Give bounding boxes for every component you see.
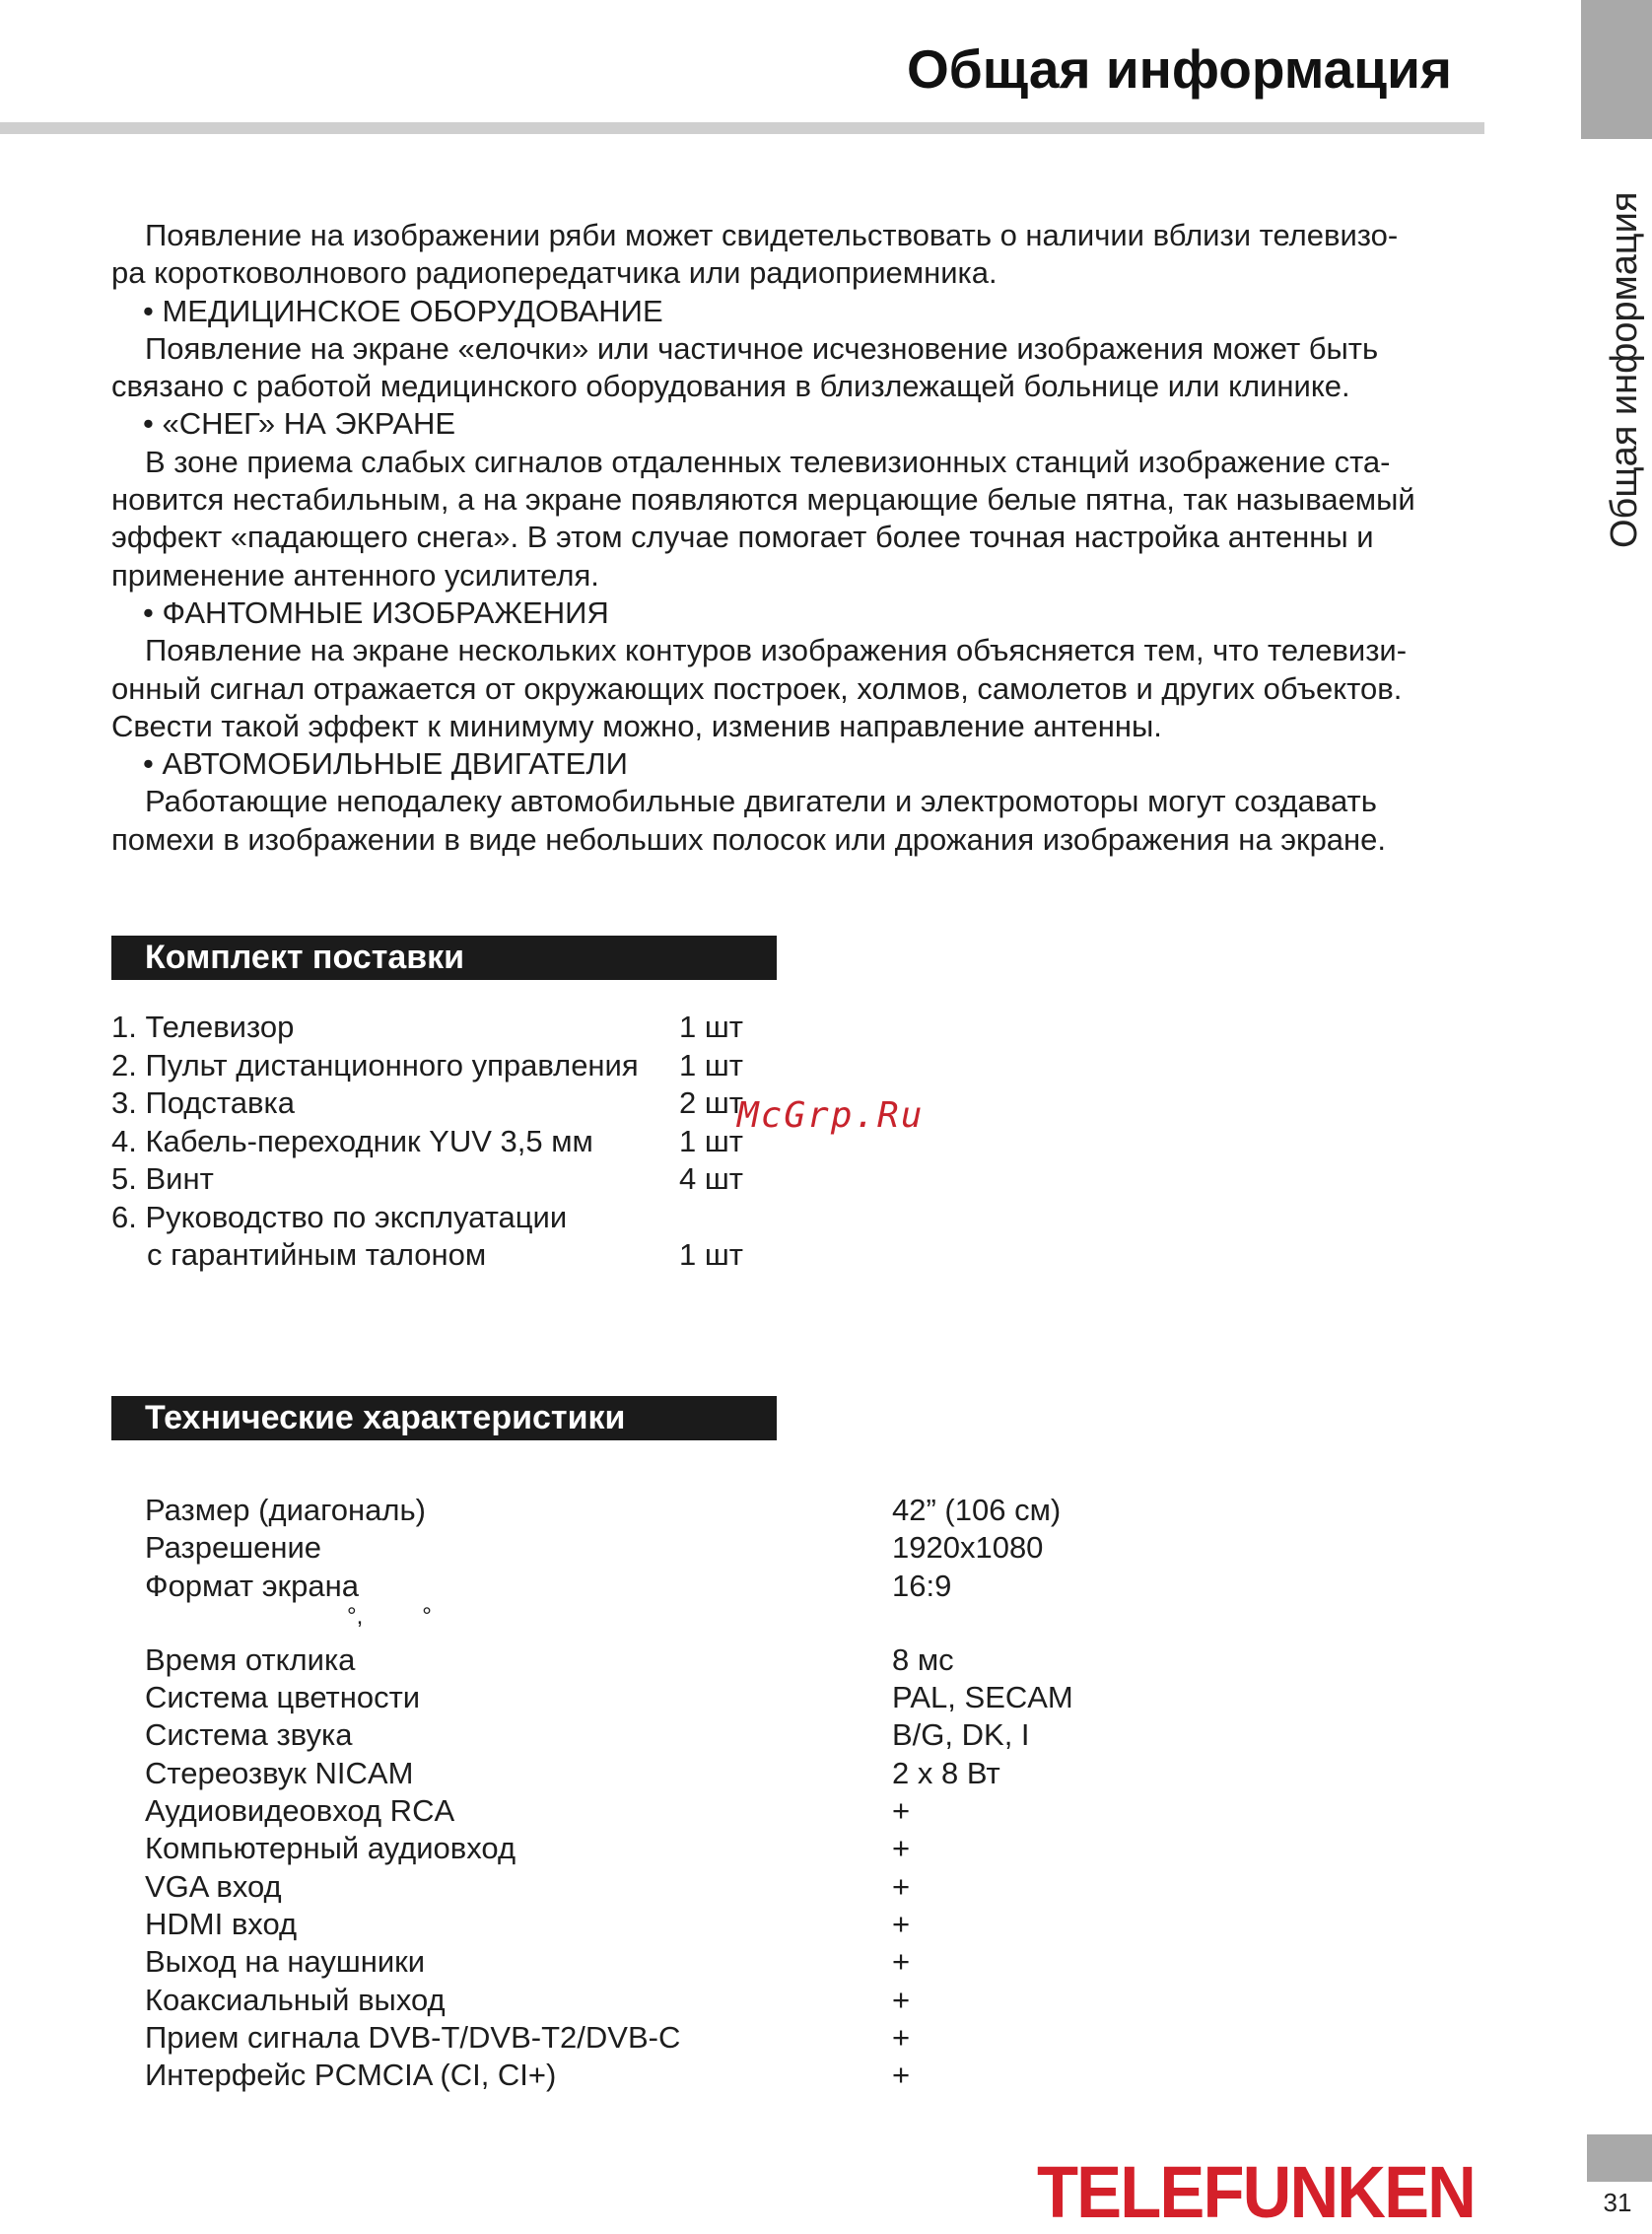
kit-item-name: 5. Винт [111, 1161, 214, 1196]
spec-value: 8 мс [892, 1641, 954, 1677]
spec-name: Размер (диагональ) [145, 1493, 426, 1527]
page-number: 31 [1603, 2188, 1632, 2217]
spec-value: 16:9 [892, 1568, 952, 1603]
kit-item-qty: 4 шт [679, 1161, 743, 1196]
paragraph-line: помехи в изображении в виде небольших полосок или дрожания изображения на экране. [111, 821, 1387, 857]
kit-item-name: 1. Телевизор [111, 1010, 295, 1044]
paragraph-line: применение антенного усилителя. [111, 557, 599, 593]
kit-list [111, 1009, 801, 1275]
paragraph-line: онный сигнал отражается от окружающих построек, холмов, самолетов и других объектов. [111, 670, 1403, 706]
kit-item-qty: 1 шт [679, 1123, 743, 1158]
kit-item-qty: 1 шт [679, 1010, 743, 1044]
spec-name: Прием сигнала DVB-T/DVB-T2/DVB-C [145, 2019, 681, 2055]
header-rule [0, 122, 1484, 134]
spec-row [145, 1529, 1131, 1567]
side-tab-marker [1581, 0, 1652, 139]
spec-name: Компьютерный аудиовход [145, 1831, 516, 1866]
spec-value: PAL, SECAM [892, 1680, 1073, 1715]
spec-value: + [892, 1906, 911, 1941]
spec-row [145, 1716, 1131, 1754]
spec-value: + [892, 1793, 911, 1829]
spec-name: VGA вход [145, 1868, 282, 1904]
kit-item-name: 6. Руководство по эксплуатации [111, 1199, 568, 1234]
kit-item-name: 4. Кабель-переходник YUV 3,5 мм [111, 1123, 593, 1158]
page-title: Общая информация [907, 38, 1452, 100]
spec-value: + [892, 2058, 911, 2093]
spec-row [145, 1641, 1131, 1679]
interference-text [111, 217, 1481, 859]
side-tab-label: Общая информация [1604, 191, 1645, 548]
spec-name: Формат экрана [145, 1568, 359, 1603]
paragraph-line: Свести такой эффект к минимуму можно, изменив направление антенны. [111, 708, 1162, 743]
spec-row [145, 1868, 1131, 1906]
spec-value: + [892, 1868, 911, 1904]
spec-name: Аудиовидеовход RCA [145, 1793, 455, 1829]
spec-value: + [892, 1982, 911, 2017]
kit-item [111, 1123, 801, 1161]
watermark: McGrp.Ru [737, 1095, 925, 1136]
spec-name: Интерфейс PCMCIA (CI, CI+) [145, 2058, 557, 2093]
paragraph-line: связано с работой медицинского оборудования в близлежащей больнице или клинике. [111, 369, 1350, 404]
spec-value: + [892, 2019, 911, 2055]
spec-name: Коаксиальный выход [145, 1982, 446, 2017]
kit-item-qty: 1 шт [679, 1047, 743, 1082]
spec-row [145, 1602, 1131, 1641]
spec-row [145, 1830, 1131, 1867]
bullet-heading: • «СНЕГ» НА ЭКРАНЕ [143, 406, 456, 442]
kit-item [111, 1009, 801, 1047]
spec-row [145, 1492, 1131, 1529]
paragraph-line: новится нестабильным, а на экране появляются мерцающие белые пятна, так называемый [111, 482, 1415, 518]
kit-section-header: Комплект поставки [111, 936, 777, 980]
spec-value: B/G, DK, I [892, 1717, 1030, 1753]
paragraph-line: В зоне приема слабых сигналов отдаленных телевизионных станций изображение ста- [145, 444, 1391, 479]
paragraph-line: Работающие неподалеку автомобильные двигатели и электромоторы могут создавать [145, 784, 1377, 819]
spec-row [145, 1792, 1131, 1830]
spec-name: Система звука [145, 1717, 353, 1753]
spec-value: 2 x 8 Вт [892, 1755, 1000, 1790]
spec-row [145, 1943, 1131, 1981]
spec-row [145, 2019, 1131, 2057]
paragraph-line: Появление на экране нескольких контуров изображения объясняется тем, что телевизи- [145, 633, 1408, 668]
spec-value: 1920x1080 [892, 1530, 1044, 1566]
kit-item [111, 1236, 801, 1275]
brand-logo: TELEFUNKEN [1037, 2151, 1476, 2233]
paragraph-line: Появление на экране «елочки» или частичное исчезновение изображения может быть [145, 330, 1379, 366]
paragraph-line: эффект «падающего снега». В этом случае помогает более точная настройка антенны и [111, 520, 1374, 555]
intro-line: ра коротковолнового радиопередатчика или радиоприемника. [111, 255, 998, 291]
specs-table [145, 1492, 1131, 2094]
spec-row [145, 2057, 1131, 2094]
spec-row [145, 1906, 1131, 1943]
kit-item [111, 1047, 801, 1085]
spec-row [145, 1568, 1131, 1605]
kit-item-qty: 2 шт [679, 1085, 743, 1120]
kit-item-name: 2. Пульт дистанционного управления [111, 1047, 639, 1082]
kit-item-qty: 1 шт [679, 1237, 743, 1272]
spec-row [145, 1982, 1131, 2019]
kit-item [111, 1084, 801, 1123]
specs-section-header: Технические характеристики [111, 1396, 777, 1440]
bullet-heading: • АВТОМОБИЛЬНЫЕ ДВИГАТЕЛИ [143, 746, 628, 782]
spec-name: Время отклика [145, 1641, 356, 1677]
kit-item [111, 1199, 801, 1237]
spec-row [145, 1679, 1131, 1716]
spec-name: HDMI вход [145, 1906, 298, 1941]
page-tab-marker [1587, 2134, 1652, 2182]
intro-line: Появление на изображении ряби может свидетельствовать о наличии вблизи телевизо- [145, 218, 1399, 252]
spec-name: Выход на наушники [145, 1944, 426, 1980]
spec-value: 42” (106 см) [892, 1493, 1062, 1527]
kit-item-name: с гарантийным талоном [147, 1237, 487, 1272]
spec-row [145, 1755, 1131, 1792]
bullet-heading: • ФАНТОМНЫЕ ИЗОБРАЖЕНИЯ [143, 594, 609, 630]
spec-name: Разрешение [145, 1530, 322, 1566]
bullet-heading: • МЕДИЦИНСКОЕ ОБОРУДОВАНИЕ [143, 293, 663, 328]
spec-name: Стереозвук NICAM [145, 1755, 414, 1790]
kit-item [111, 1160, 801, 1199]
spec-name: Система цветности [145, 1680, 421, 1715]
spec-value: °, ° [347, 1602, 432, 1630]
kit-item-name: 3. Подставка [111, 1085, 295, 1120]
spec-value: + [892, 1944, 911, 1980]
spec-value: + [892, 1831, 911, 1866]
